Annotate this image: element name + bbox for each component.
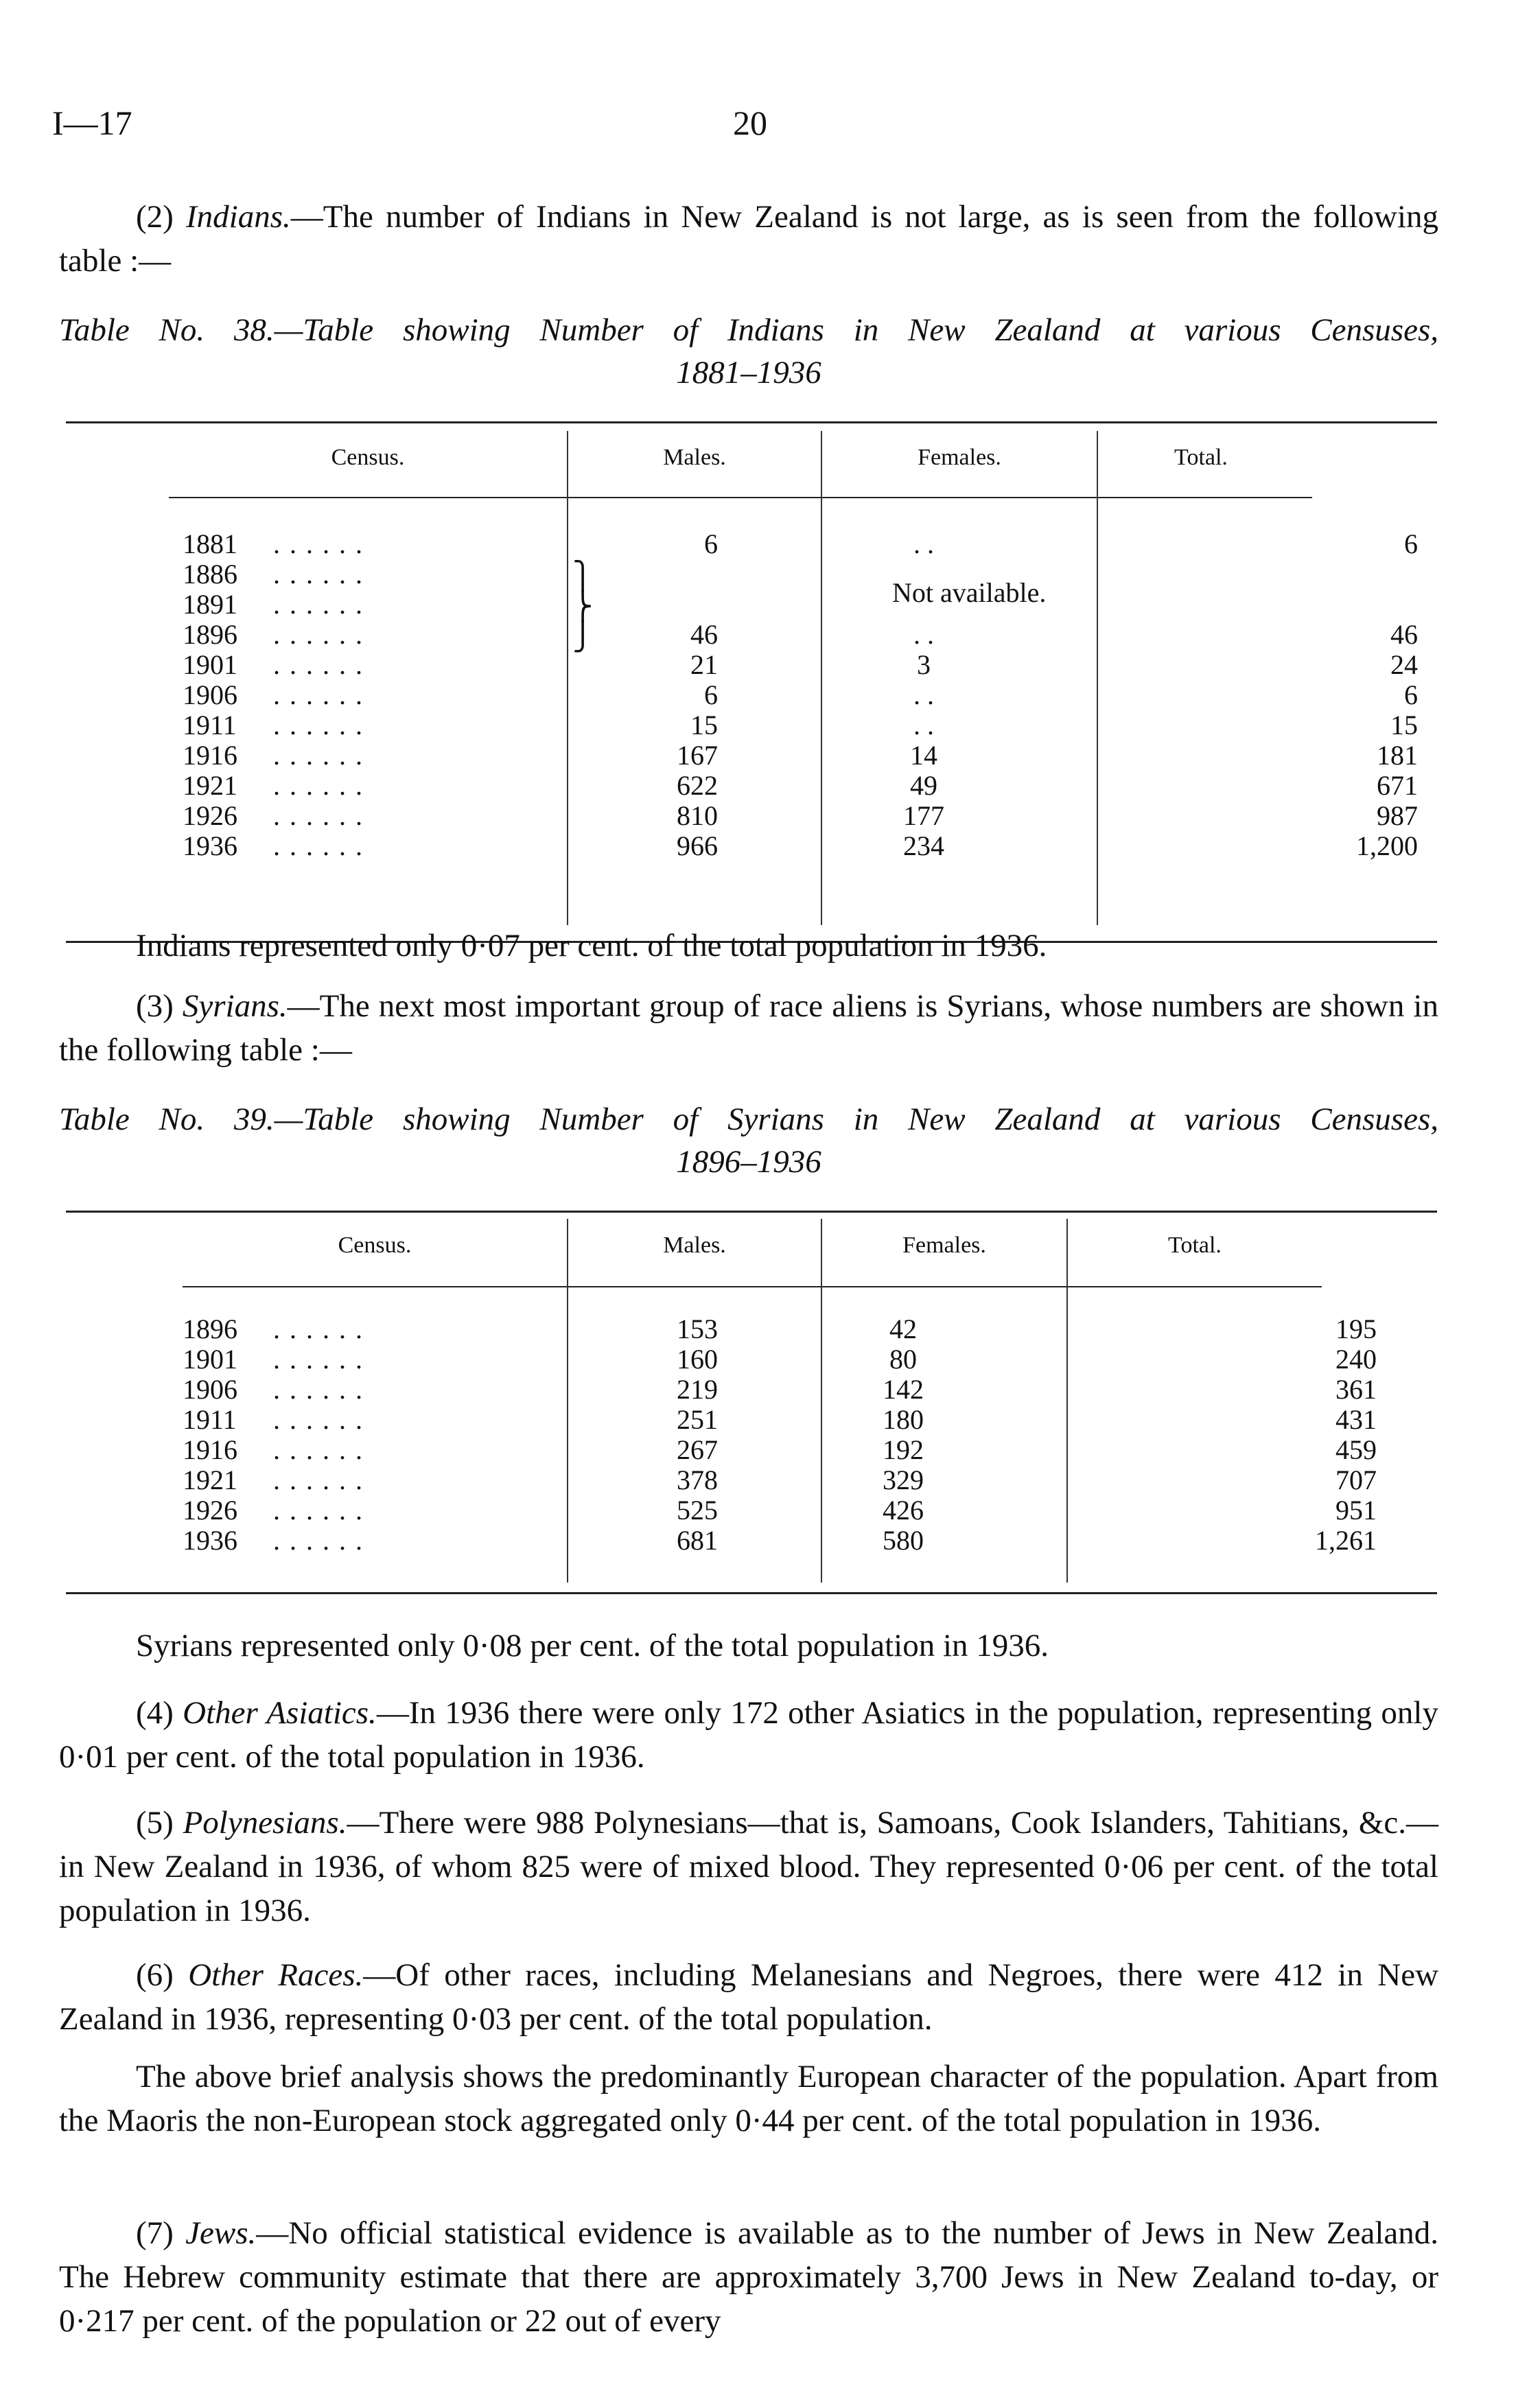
paragraph-indians: (2) Indians.—The number of Indians in New Zealand is not large, as is seen from the following table :— [59, 199, 1439, 279]
census-year: 1886 [183, 559, 237, 590]
males-cell: 6 [704, 528, 718, 559]
census-year: 1926 [183, 800, 237, 831]
females-cell: . . [913, 619, 934, 650]
table39-row [183, 1344, 1377, 1375]
table38-row [183, 619, 1418, 651]
census-year: 1926 [183, 1495, 237, 1526]
census-year: 1916 [183, 740, 237, 771]
leader-dots: . . . . . . [273, 528, 364, 559]
page-number: 20 [733, 104, 767, 142]
leader-dots: . . . . . . [273, 1404, 364, 1435]
females-cell: 49 [910, 770, 937, 801]
leader-dots: . . . . . . [273, 740, 364, 771]
total-cell: 240 [1335, 1344, 1377, 1375]
census-year: 1936 [183, 1525, 237, 1556]
males-cell: 219 [677, 1374, 718, 1405]
total-cell: 24 [1390, 649, 1418, 680]
table39-row [183, 1525, 1377, 1556]
females-cell: 426 [883, 1495, 924, 1526]
leader-dots: . . . . . . [273, 1525, 364, 1556]
leader-dots: . . . . . . [273, 830, 364, 861]
table39-top-rule [66, 1211, 1437, 1213]
males-cell: 15 [690, 710, 718, 740]
total-cell: 195 [1335, 1314, 1377, 1344]
males-cell: 810 [677, 800, 718, 831]
table38-col-census: Census. [331, 445, 405, 470]
total-cell: 951 [1335, 1495, 1377, 1526]
males-cell: 525 [677, 1495, 718, 1526]
census-year: 1896 [183, 619, 237, 650]
table38-col-females: Females. [918, 445, 1001, 470]
table39-row [183, 1434, 1377, 1466]
males-cell: 6 [704, 679, 718, 710]
leader-dots: . . . . . . [273, 1434, 364, 1465]
leader-dots: . . . . . . [273, 1464, 364, 1495]
table38-caption: Table No. 38.—Table showing Number of Indians in New Zealand at various Censuses, 1881–1936 [59, 312, 1438, 390]
report-reference: I—17 [52, 104, 132, 142]
paragraph-polynesians: (5) Polynesians.—There were 988 Polynesians—that is, Samoans, Cook Islanders, Tahitians, &c.—in New Zealand in 1936, of whom 825 were of mixed blood. They represented 0·06 per cent. of the total population in 1936. [59, 1805, 1439, 1928]
paragraph-summary: The above brief analysis shows the predominantly European character of the population. Apart from the Maoris the non-European stock aggregated only 0·44 per cent. of the total population in 1936. [59, 2059, 1438, 2138]
paragraph-syrians: (3) Syrians.—The next most important group of race aliens is Syrians, whose numbers are shown in the following table :— [59, 988, 1438, 1068]
table38-row [183, 589, 1322, 620]
census-year: 1916 [183, 1434, 237, 1465]
total-cell: 987 [1377, 800, 1418, 831]
census-year: 1921 [183, 770, 237, 801]
females-cell: 177 [903, 800, 944, 831]
census-year: 1911 [183, 710, 237, 740]
males-cell: 46 [690, 619, 718, 650]
not-available-note: Not available. [892, 577, 1047, 608]
females-cell: 142 [883, 1374, 924, 1405]
males-cell: 681 [677, 1525, 718, 1556]
table38-header-rule [169, 497, 1312, 498]
total-cell: 15 [1390, 710, 1418, 740]
females-cell: 42 [889, 1314, 917, 1344]
total-cell: 1,200 [1356, 830, 1418, 861]
table39-col-males: Males. [663, 1233, 726, 1258]
table38-top-rule [66, 421, 1437, 423]
females-cell: . . [913, 710, 934, 740]
census-year: 1906 [183, 679, 237, 710]
table39-col-census: Census. [338, 1233, 412, 1258]
table39-caption: Table No. 39.—Table showing Number of Syrians in New Zealand at various Censuses, 1896–1936 [59, 1101, 1438, 1180]
census-year: 1906 [183, 1374, 237, 1405]
males-cell: 167 [677, 740, 718, 771]
leader-dots: . . . . . . [273, 1374, 364, 1405]
leader-dots: . . . . . . [273, 589, 364, 620]
leader-dots: . . . . . . [273, 1314, 364, 1344]
females-cell: . . [913, 679, 934, 710]
paragraph-jews: (7) Jews.—No official statistical evidence is available as to the number of Jews in New Zealand. The Hebrew community estimate that there are approximately 3,700 Jews in New Zealand to-day, or 0·217 per cent. of the population or 22 out of every [59, 2215, 1438, 2339]
males-cell: 153 [677, 1314, 718, 1344]
males-cell: 622 [677, 770, 718, 801]
table38-row [183, 710, 1418, 741]
total-cell: 1,261 [1315, 1525, 1377, 1556]
leader-dots: . . . . . . [273, 649, 364, 680]
syrians-note: Syrians represented only 0·08 per cent. of the total population in 1936. [136, 1628, 1049, 1664]
leader-dots: . . . . . . [273, 1344, 364, 1375]
females-cell: 234 [903, 830, 944, 861]
total-cell: 671 [1377, 770, 1418, 801]
males-cell: 966 [677, 830, 718, 861]
table39-row [183, 1374, 1377, 1405]
males-cell: 160 [677, 1344, 718, 1375]
total-cell: 361 [1335, 1374, 1377, 1405]
total-cell: 431 [1335, 1404, 1377, 1435]
table39-header-rule [183, 1286, 1322, 1287]
table39-row [183, 1404, 1377, 1436]
table39-col-females: Females. [902, 1233, 986, 1258]
males-cell: 378 [677, 1464, 718, 1495]
table38-col-total: Total. [1174, 445, 1228, 470]
leader-dots: . . . . . . [273, 710, 364, 740]
census-year: 1901 [183, 1344, 237, 1375]
census-year: 1891 [183, 589, 237, 620]
paragraph-other-asiatics: (4) Other Asiatics.—In 1936 there were only 172 other Asiatics in the population, representing only 0·01 per cent. of the total population in 1936. [59, 1695, 1438, 1775]
table39-row [183, 1495, 1377, 1526]
males-cell: 267 [677, 1434, 718, 1465]
females-cell: . . [913, 528, 934, 559]
census-year: 1896 [183, 1314, 237, 1344]
females-cell: 180 [883, 1404, 924, 1435]
total-cell: 6 [1404, 679, 1418, 710]
paragraph-other-races: (6) Other Races.—Of other races, including Melanesians and Negroes, there were 412 in New Zealand in 1936, representing 0·03 per cent. of the total population. [59, 1957, 1439, 2037]
census-year: 1911 [183, 1404, 237, 1435]
females-cell: 3 [917, 649, 931, 680]
table38-row [183, 649, 1418, 681]
total-cell: 707 [1335, 1464, 1377, 1495]
total-cell: 181 [1377, 740, 1418, 771]
females-cell: 329 [883, 1464, 924, 1495]
indians-note: Indians represented only 0·07 per cent. of the total population in 1936. [136, 928, 1047, 964]
females-cell: 580 [883, 1525, 924, 1556]
females-cell: 192 [883, 1434, 924, 1465]
census-year: 1921 [183, 1464, 237, 1495]
leader-dots: . . . . . . [273, 559, 364, 590]
table39-row [183, 1314, 1377, 1345]
table38-row [183, 800, 1418, 832]
brace-glyph: ⎫ ⎬ ⎭ [572, 561, 593, 652]
leader-dots: . . . . . . [273, 800, 364, 831]
leader-dots: . . . . . . [273, 770, 364, 801]
table38-row [183, 679, 1418, 711]
total-cell: 46 [1390, 619, 1418, 650]
table39-bottom-rule [66, 1592, 1437, 1594]
table39-row [183, 1464, 1377, 1496]
census-year: 1936 [183, 830, 237, 861]
total-cell: 459 [1335, 1434, 1377, 1465]
census-year: 1881 [183, 528, 237, 559]
table38-row [183, 528, 1418, 560]
total-cell: 6 [1404, 528, 1418, 559]
leader-dots: . . . . . . [273, 679, 364, 710]
table38-col-males: Males. [663, 445, 726, 470]
table39-col-total: Total. [1168, 1233, 1222, 1258]
females-cell: 14 [910, 740, 937, 771]
females-cell: 80 [889, 1344, 917, 1375]
table38-row [183, 559, 1322, 590]
leader-dots: . . . . . . [273, 1495, 364, 1526]
table38-row [183, 740, 1418, 771]
males-cell: 251 [677, 1404, 718, 1435]
males-cell: 21 [690, 649, 718, 680]
table38-row [183, 830, 1418, 862]
table38-row [183, 770, 1418, 802]
leader-dots: . . . . . . [273, 619, 364, 650]
census-year: 1901 [183, 649, 237, 680]
